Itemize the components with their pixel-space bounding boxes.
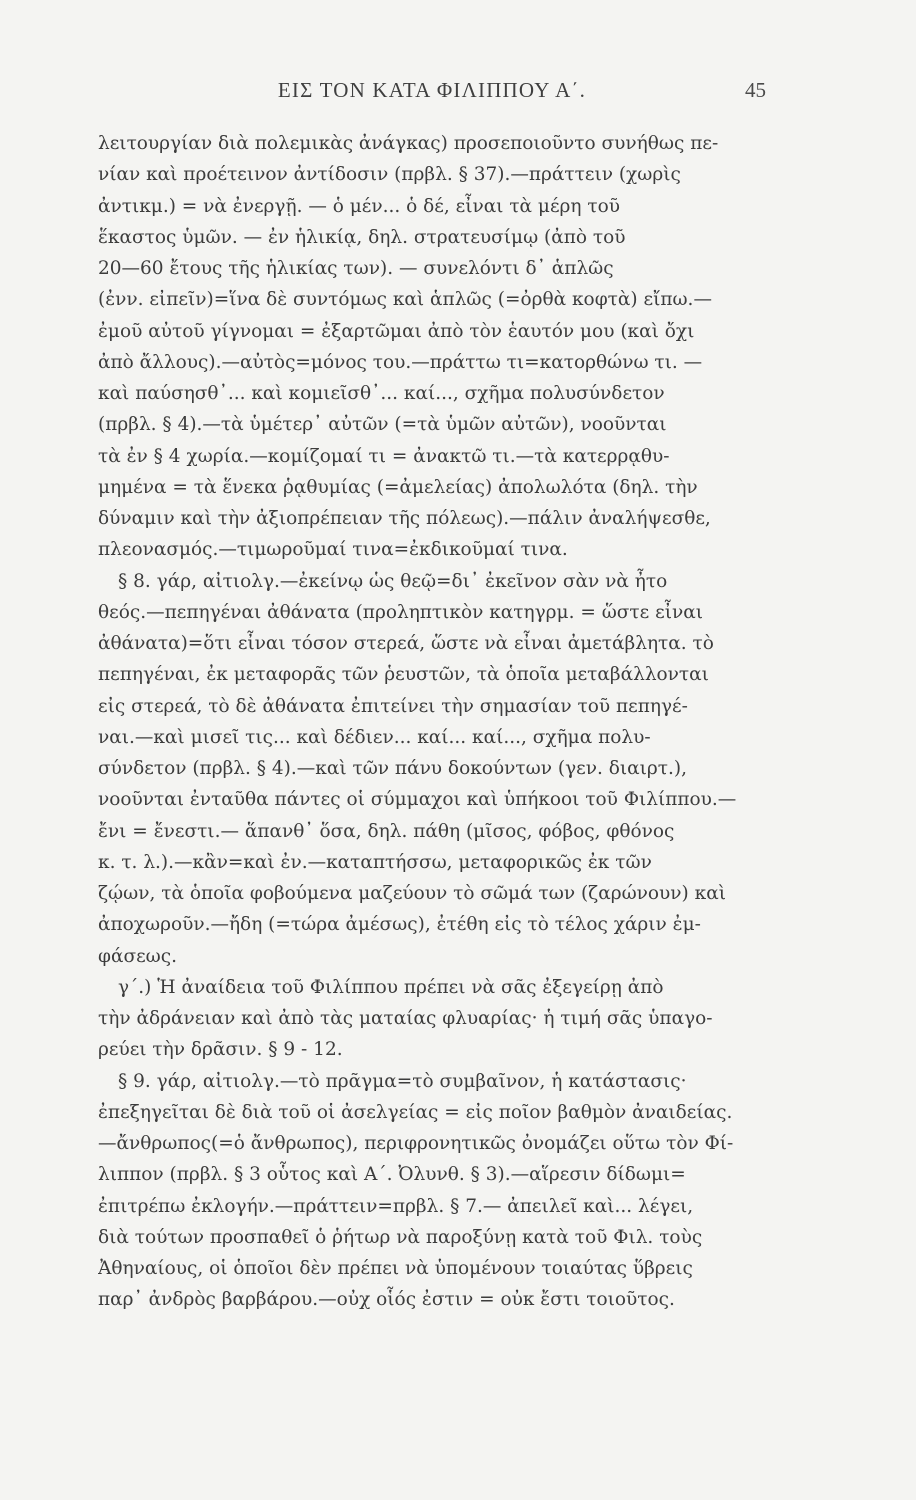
text-line: ναι.—καὶ μισεῖ τις... καὶ δέδιεν... καί... καί..., σχῆμα πολυ- xyxy=(98,726,651,748)
text-line: (πρβλ. § 4).—τὰ ὑμέτερ᾿ αὐτῶν (=τὰ ὑμῶν αὐτῶν), νοοῦνται xyxy=(98,414,667,436)
text-line: ρεύει τὴν δρᾶσιν. § 9 - 12. xyxy=(98,1039,343,1061)
page-header xyxy=(98,78,766,108)
text-line: σύνδετον (πρβλ. § 4).—καὶ τῶν πάνυ δοκούντων (γεν. διαιρτ.), xyxy=(98,758,687,779)
text-line: φάσεως. xyxy=(98,945,177,967)
text-line: ἐπιτρέπω ἐκλογήν.—πράττειν=πρβλ. § 7.— ἀπειλεῖ καὶ... λέγει, xyxy=(98,1195,694,1217)
text-line: πεπηγέναι, ἐκ μεταφορᾶς τῶν ῥευστῶν, τὰ ὁποῖα μεταβάλλονται xyxy=(98,664,709,686)
text-line: ἀπὸ ἄλλους).—αὐτὸς=μόνος του.—πράττω τι=κατορθώνω τι. — xyxy=(98,351,703,373)
paragraph-start-line: γ΄.) Ἡ ἀναίδεια τοῦ Φιλίππου πρέπει νὰ σᾶς ἐξεγείρῃ ἀπὸ xyxy=(118,976,664,998)
running-head: ΕΙΣ ΤΟΝ ΚΑΤΑ ΦΙΛΙΠΠΟΥ Α΄. xyxy=(277,78,587,102)
text-line: τὰ ἐν § 4 χωρία.—κομίζομαί τι = ἀνακτῶ τι.—τὰ κατερρᾳθυ- xyxy=(98,445,670,467)
text-line: θεός.—πεπηγέναι ἀθάνατα (προληπτικὸν κατηγρμ. = ὥστε εἶναι xyxy=(98,601,703,623)
text-line: τὴν ἀδράνειαν καὶ ἀπὸ τὰς ματαίας φλυαρίας· ἡ τιμή σᾶς ὑπαγο- xyxy=(98,1008,713,1029)
text-line: ἐμοῦ αὐτοῦ γίγνομαι = ἐξαρτῶμαι ἀπὸ τὸν ἑαυτόν μου (καὶ ὄχι xyxy=(98,320,695,342)
text-line: παρ᾿ ἀνδρὸς βαρβάρου.—οὐχ οἷός ἐστιν = οὐκ ἔστι τοιοῦτος. xyxy=(98,1289,675,1311)
text-line: εἰς στερεά, τὸ δὲ ἀθάνατα ἐπιτείνει τὴν σημασίαν τοῦ πεπηγέ- xyxy=(98,695,688,717)
text-line: ἀποχωροῦν.—ἤδη (=τώρα ἀμέσως), ἐτέθη εἰς τὸ τέλος χάριν ἐμ- xyxy=(98,914,701,936)
text-line: νοοῦνται ἐνταῦθα πάντες οἱ σύμμαχοι καὶ ὑπήκοοι τοῦ Φιλίππου.— xyxy=(98,789,737,811)
text-line: 20—60 ἔτους τῆς ἡλικίας των). — συνελόντι δ᾿ ἁπλῶς xyxy=(98,258,614,279)
paragraph-start-line: § 9. γάρ, αἰτιολγ.—τὸ πρᾶγμα=τὸ συμβαῖνον, ἡ κατάστασις· xyxy=(118,1070,687,1092)
text-line: Ἀθηναίους, οἱ ὁποῖοι δὲν πρέπει νὰ ὑπομένουν τοιαύτας ὕβρεις xyxy=(98,1258,693,1279)
text-line: καὶ παύσησθ᾿... καὶ κομιεῖσθ᾿... καί..., σχῆμα πολυσύνδετον xyxy=(98,383,665,404)
text-line: ἕκαστος ὑμῶν. — ἐν ἡλικίᾳ, δηλ. στρατευσίμῳ (ἀπὸ τοῦ xyxy=(98,226,626,248)
text-line: πλεονασμός.—τιμωροῦμαί τινα=ἐκδικοῦμαί τινα. xyxy=(98,539,568,561)
commentary-text xyxy=(98,128,766,1316)
text-line: —ἄνθρωπος(=ὁ ἄνθρωπος), περιφρονητικῶς ὀνομάζει οὕτω τὸν Φί- xyxy=(98,1133,734,1154)
text-line: λιππον (πρβλ. § 3 οὗτος καὶ Α΄. Ὀλυνθ. § 3).—αἵρεσιν δίδωμι= xyxy=(98,1164,686,1186)
text-line: ἔνι = ἔνεστι.— ἅπανθ᾿ ὅσα, δηλ. πάθη (μῖσος, φόβος, φθόνος xyxy=(98,820,675,842)
page-number: 45 xyxy=(745,78,766,102)
text-line: δύναμιν καὶ τὴν ἀξιοπρέπειαν τῆς πόλεως).—πάλιν ἀναλήψεσθε, xyxy=(98,508,711,529)
paragraph-start-line: § 8. γάρ, αἰτιολγ.—ἐκείνῳ ὡς θεῷ=δι᾿ ἐκεῖνον σὰν νὰ ἦτο xyxy=(118,570,668,592)
text-line: ἀθάνατα)=ὅτι εἶναι τόσον στερεά, ὥστε νὰ εἶναι ἀμετάβλητα. τὸ xyxy=(98,633,714,654)
text-line: μημένα = τὰ ἕνεκα ῥᾳθυμίας (=ἀμελείας) ἀπολωλότα (δηλ. τὴν xyxy=(98,476,698,498)
text-line: ἀντικμ.) = νὰ ἐνεργῇ. — ὁ μέν... ὁ δέ, εἶναι τὰ μέρη τοῦ xyxy=(98,195,620,217)
text-line: νίαν καὶ προέτεινον ἀντίδοσιν (πρβλ. § 37).—πράττειν (χωρὶς xyxy=(98,164,681,186)
text-line: ζῴων, τὰ ὁποῖα φοβούμενα μαζεύουν τὸ σῶμά των (ζαρώνουν) καὶ xyxy=(98,883,726,904)
text-line: λειτουργίαν διὰ πολεμικὰς ἀνάγκας) προσεποιοῦντο συνήθως πε- xyxy=(98,133,719,154)
text-line: (ἐνν. εἰπεῖν)=ἵνα δὲ συντόμως καὶ ἁπλῶς (=ὀρθὰ κοφτὰ) εἴπω.— xyxy=(98,289,712,311)
text-line: ἐπεξηγεῖται δὲ διὰ τοῦ οἱ ἀσελγείας = εἰς ποῖον βαθμὸν ἀναιδείας. xyxy=(98,1101,733,1123)
text-line: κ. τ. λ.).—κἂν=καὶ ἐν.—καταπτήσσω, μεταφορικῶς ἐκ τῶν xyxy=(98,851,652,873)
text-line: διὰ τούτων προσπαθεῖ ὁ ῥήτωρ νὰ παροξύνῃ κατὰ τοῦ Φιλ. τοὺς xyxy=(98,1226,703,1248)
